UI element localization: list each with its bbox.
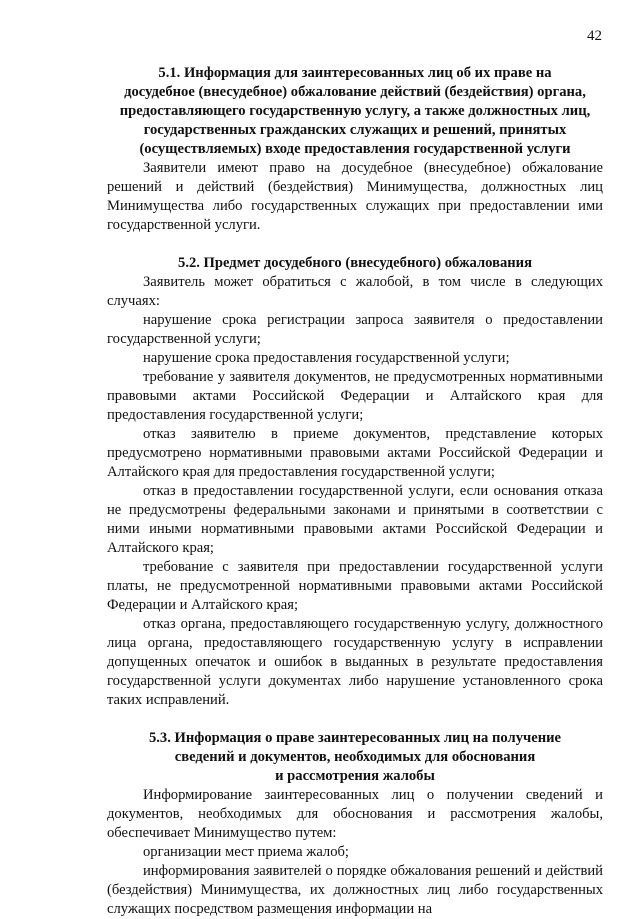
paragraph: организации мест приема жалоб;: [143, 844, 349, 860]
heading-line: (осуществляемых) входе предоставления государственной услуги: [139, 141, 571, 157]
heading-line: 5.2. Предмет досудебного (внесудебного) обжалования: [178, 255, 532, 271]
paragraph: нарушение срока регистрации запроса заявителя о предоставлении государственной услуги;: [107, 312, 603, 347]
paragraph: Информирование заинтересованных лиц о получении сведений и документов, необходимых для обоснования и рассмотрения жалобы, обеспечивает Минимущество путем:: [107, 787, 603, 841]
paragraph: информирования заявителей о порядке обжалования решений и действий (бездействия) Минимущества, их должностных лиц либо государственных служащих посредством размещения информации на: [107, 863, 603, 917]
heading-line: и рассмотрения жалобы: [275, 768, 435, 784]
heading-line: 5.1. Информация для заинтересованных лиц об их праве на: [158, 65, 552, 81]
section-gap: [107, 710, 603, 729]
heading-line: государственных гражданских служащих и решений, принятых: [143, 122, 567, 138]
paragraph: нарушение срока предоставления государственной услуги;: [143, 350, 510, 366]
heading-line: 5.3. Информация о праве заинтересованных лиц на получение: [148, 730, 561, 746]
section-5-1-heading: [107, 64, 603, 159]
paragraph: Заявитель может обратиться с жалобой, в том числе в следующих случаях:: [107, 274, 603, 309]
heading-line: сведений и документов, необходимых для обоснования: [174, 749, 536, 765]
heading-line: предоставляющего государственную услугу, а также должностных лиц,: [119, 103, 591, 119]
page-number: 42: [587, 28, 602, 44]
section-5-2-heading: [107, 254, 603, 273]
paragraph: отказ органа, предоставляющего государственную услугу, должностного лица органа, предоставляющего государственную услугу в исправлении допущенных опечаток и ошибок в выданных в результате предоставления государственной услуги документах либо нарушение установленного срока таких исправлений.: [107, 616, 603, 708]
section-5-3-heading: [107, 729, 603, 786]
paragraph: отказ заявителю в приеме документов, представление которых предусмотрено нормативными правовыми актами Российской Федерации и Алтайского края для предоставления государственной услуги;: [107, 426, 603, 480]
heading-line: досудебное (внесудебное) обжалование действий (бездействия) органа,: [124, 84, 586, 100]
document-content: [107, 64, 603, 919]
section-gap: [107, 235, 603, 254]
paragraph: отказ в предоставлении государственной услуги, если основания отказа не предусмотрены федеральными законами и принятыми в соответствии с ними иными нормативными правовыми актами Российской Федерации и Алтайского края;: [107, 483, 603, 556]
paragraph: требование у заявителя документов, не предусмотренных нормативными правовыми актами Российской Федерации и Алтайского края для предоставления государственной услуги;: [107, 369, 603, 423]
paragraph: Заявители имеют право на досудебное (внесудебное) обжалование решений и действий (бездействия) Минимущества, должностных лиц Минимущества либо государственных служащих при предоставлении ими государственной услуги.: [107, 160, 603, 233]
paragraph: требование с заявителя при предоставлении государственной услуги платы, не предусмотренной нормативными правовыми актами Российской Федерации и Алтайского края;: [107, 559, 603, 613]
